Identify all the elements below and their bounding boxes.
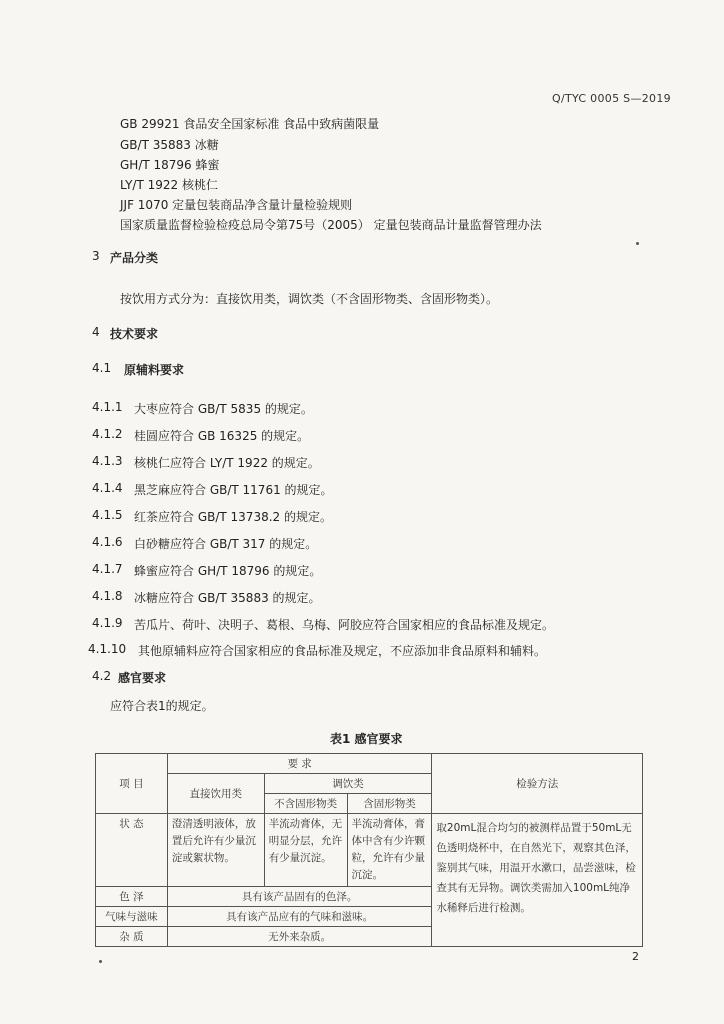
document-code: Q/TYC 0005 S—2019 xyxy=(552,92,671,105)
list-item-number: 4.1.6 xyxy=(92,535,123,549)
table-cell: 具有该产品应有的气味和滋味。 xyxy=(167,907,432,927)
list-item-number: 4.1.2 xyxy=(92,427,123,441)
list-item-text: 冰糖应符合 GB/T 35883 的规定。 xyxy=(134,591,321,605)
list-item-text: 白砂糖应符合 GB/T 317 的规定。 xyxy=(134,537,318,551)
table-row-label: 气味与滋味 xyxy=(96,907,168,927)
list-item-text: 红茶应符合 GB/T 13738.2 的规定。 xyxy=(134,510,332,524)
page-number: 2 xyxy=(632,950,639,963)
list-item-text: 桂圆应符合 GB 16325 的规定。 xyxy=(134,429,310,443)
table-header-no-solid: 不含固形物类 xyxy=(264,794,347,814)
section-title: 感官要求 xyxy=(118,671,167,685)
section-text: 按饮用方式分为：直接饮用类，调饮类（不含固形物类、含固形物类）。 xyxy=(120,292,499,306)
list-item-number: 4.1.8 xyxy=(92,589,123,603)
table-cell: 澄清透明液体，放置后允许有少量沉淀或絮状物。 xyxy=(167,814,264,887)
section-number: 3 xyxy=(92,249,100,263)
section-number: 4.2 xyxy=(92,669,112,683)
table-cell-method: 取20mL混合均匀的被测样品置于50mL无色透明烧杯中，在自然光下，观察其色泽，鉴别其气味，用温开水漱口，品尝滋味，检查其有无异物。调饮类需加入100mL纯净水稀释后进行检测。 xyxy=(432,814,643,947)
section-title: 产品分类 xyxy=(110,251,159,265)
table-header-method: 检验方法 xyxy=(432,754,643,814)
list-item-number: 4.1.9 xyxy=(92,616,123,630)
list-item-number: 4.1.5 xyxy=(92,508,123,522)
list-item-text: 核桃仁应符合 LY/T 1922 的规定。 xyxy=(134,456,320,470)
scan-speck xyxy=(636,242,639,245)
section-number: 4 xyxy=(92,325,100,339)
table-row-label: 色 泽 xyxy=(96,887,168,907)
table-row-label: 状 态 xyxy=(96,814,168,887)
list-item-number: 4.1.7 xyxy=(92,562,123,576)
reference-item: 国家质量监督检验检疫总局令第75号（2005） 定量包装商品计量监督管理办法 xyxy=(120,218,542,232)
section-text: 应符合表1的规定。 xyxy=(110,699,214,713)
reference-item: GB/T 35883 冰糖 xyxy=(120,138,219,152)
reference-item: LY/T 1922 核桃仁 xyxy=(120,178,218,192)
table-header-requirement: 要 求 xyxy=(167,754,432,774)
table-header-item: 项 目 xyxy=(96,754,168,814)
table-header-solid: 含固形物类 xyxy=(347,794,432,814)
section-number: 4.1 xyxy=(92,361,112,375)
list-item-number: 4.1.1 xyxy=(92,400,123,414)
reference-item: GH/T 18796 蜂蜜 xyxy=(120,158,220,172)
section-title: 技术要求 xyxy=(110,327,159,341)
list-item-text: 黑芝麻应符合 GB/T 11761 的规定。 xyxy=(134,483,333,497)
scan-speck xyxy=(99,960,102,963)
list-item-number: 4.1.4 xyxy=(92,481,123,495)
table-header-mix: 调饮类 xyxy=(264,774,432,794)
list-item-number: 4.1.10 xyxy=(88,642,127,656)
list-item-text: 大枣应符合 GB/T 5835 的规定。 xyxy=(134,402,313,416)
list-item-number: 4.1.3 xyxy=(92,454,123,468)
reference-item: GB 29921 食品安全国家标准 食品中致病菌限量 xyxy=(120,117,380,131)
sensory-requirements-table xyxy=(95,753,643,947)
section-title: 原辅料要求 xyxy=(124,363,185,377)
table-cell: 无外来杂质。 xyxy=(167,927,432,947)
table-header-direct: 直接饮用类 xyxy=(167,774,264,814)
table-cell: 半流动膏体，无明显分层，允许有少量沉淀。 xyxy=(264,814,347,887)
table-cell: 半流动膏体，膏体中含有少许颗粒，允许有少量沉淀。 xyxy=(347,814,432,887)
table-row-label: 杂 质 xyxy=(96,927,168,947)
table-caption: 表1 感官要求 xyxy=(330,732,403,746)
table-cell: 具有该产品固有的色泽。 xyxy=(167,887,432,907)
list-item-text: 其他原辅料应符合国家相应的食品标准及规定，不应添加非食品原料和辅料。 xyxy=(138,644,547,658)
list-item-text: 蜂蜜应符合 GH/T 18796 的规定。 xyxy=(134,564,322,578)
list-item-text: 苦瓜片、荷叶、决明子、葛根、乌梅、阿胶应符合国家相应的食品标准及规定。 xyxy=(134,618,555,632)
reference-item: JJF 1070 定量包装商品净含量计量检验规则 xyxy=(120,198,353,212)
